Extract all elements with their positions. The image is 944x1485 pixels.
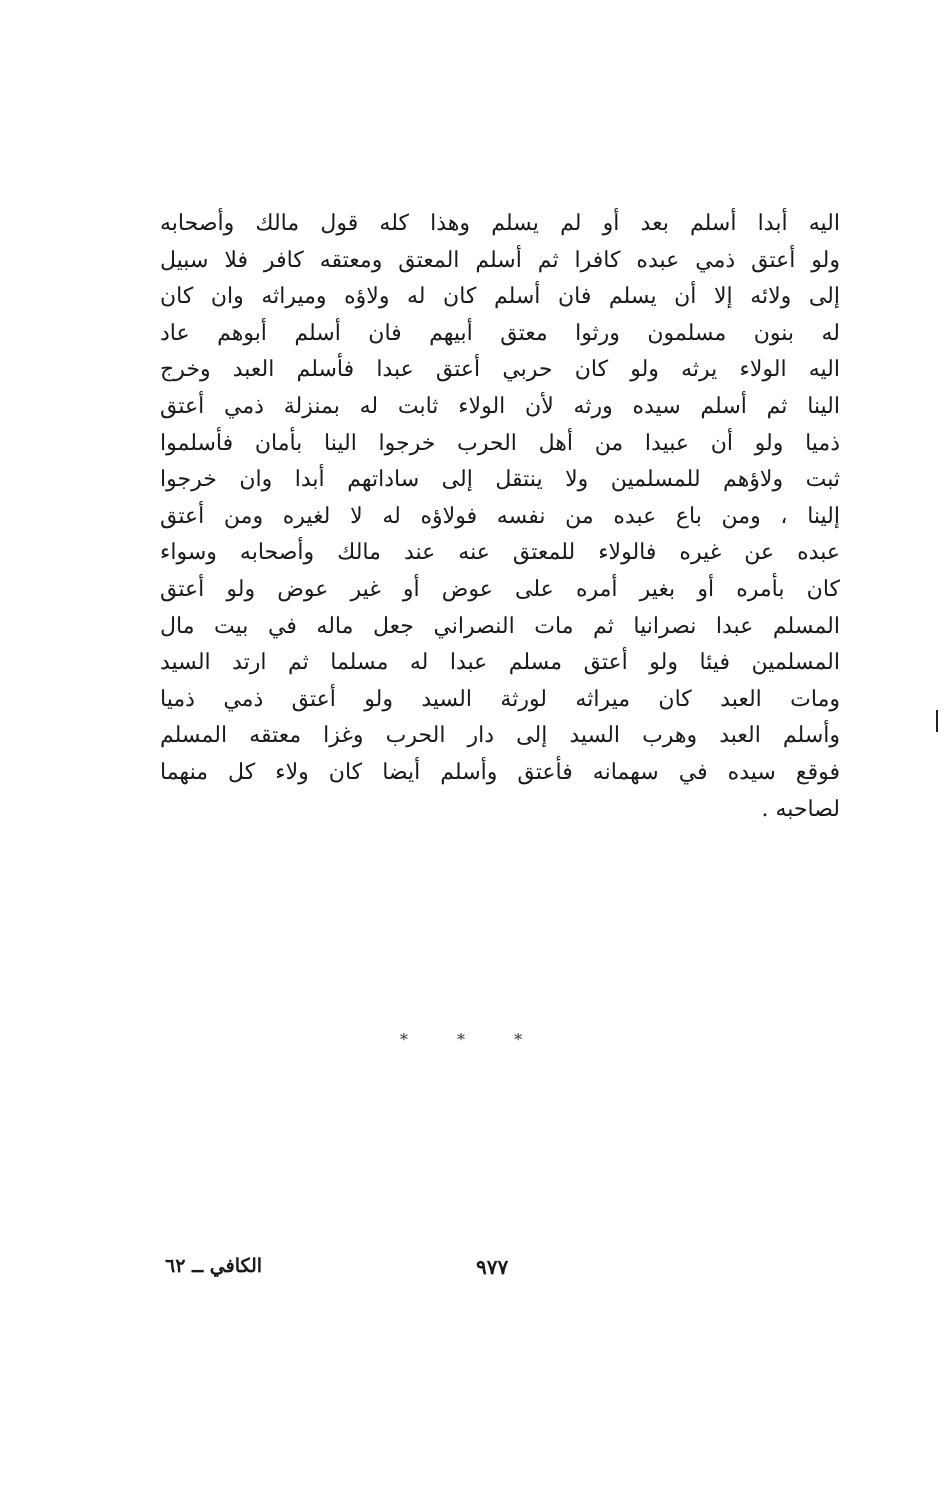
- text-line: عبده عن غيره فالولاء للمعتق عنه عند مالك وأصحابه وسواء: [160, 540, 840, 566]
- text-line: ثبت ولاؤهم للمسلمين ولا ينتقل إلى ساداتهم أبدا وان خرجوا: [160, 467, 840, 493]
- text-line: اليه أبدا أسلم بعد أو لم يسلم وهذا كله قول مالك وأصحابه: [160, 211, 840, 236]
- section-separator: * * *: [399, 1030, 545, 1049]
- text-line: فوقع سيده في سهمانه فأعتق وأسلم أيضا كان ولاء كل منهما: [160, 759, 840, 785]
- text-line: اليه الولاء يرثه ولو كان حربي أعتق عبدا فأسلم العبد وخرج: [160, 357, 840, 383]
- scan-edge-mark: [936, 710, 938, 732]
- page-number: ٩٧٧: [476, 1255, 509, 1279]
- text-line: الينا ثم أسلم سيده ورثه لأن الولاء ثابت له بمنزلة ذمي أعتق: [160, 393, 840, 419]
- body-text: [160, 206, 840, 828]
- text-line: له بنون مسلمون ورثوا معتق أبيهم فان أسلم أبوهم عاد: [160, 320, 840, 346]
- text-line-last: لصاحبه .: [761, 796, 840, 822]
- text-line: إلينا ، ومن باع عبده من نفسه فولاؤه له لا لغيره ومن أعتق: [160, 503, 840, 529]
- text-line: المسلمين فيئا ولو أعتق مسلم عبدا له مسلما ثم ارتد السيد: [160, 650, 840, 676]
- book-signature: الكافي ــ ٦٢: [165, 1255, 263, 1277]
- text-line: ومات العبد كان ميراثه لورثة السيد ولو أعتق ذمي ذميا: [160, 686, 840, 712]
- text-line: وأسلم العبد وهرب السيد إلى دار الحرب وغزا معتقه المسلم: [160, 723, 840, 749]
- text-line: ذميا ولو أن عبيدا من أهل الحرب خرجوا الينا بأمان فأسلموا: [160, 430, 840, 456]
- text-line: إلى ولائه إلا أن يسلم فان أسلم كان له ولاؤه وميراثه وان كان: [160, 284, 840, 310]
- text-line: كان بأمره أو بغير أمره على عوض أو غير عوض ولو أعتق: [160, 576, 840, 602]
- text-line: المسلم عبدا نصرانيا ثم مات النصراني جعل ماله في بيت مال: [160, 613, 840, 639]
- text-line: ولو أعتق ذمي عبده كافرا ثم أسلم المعتق ومعتقه كافر فلا سبيل: [160, 247, 840, 273]
